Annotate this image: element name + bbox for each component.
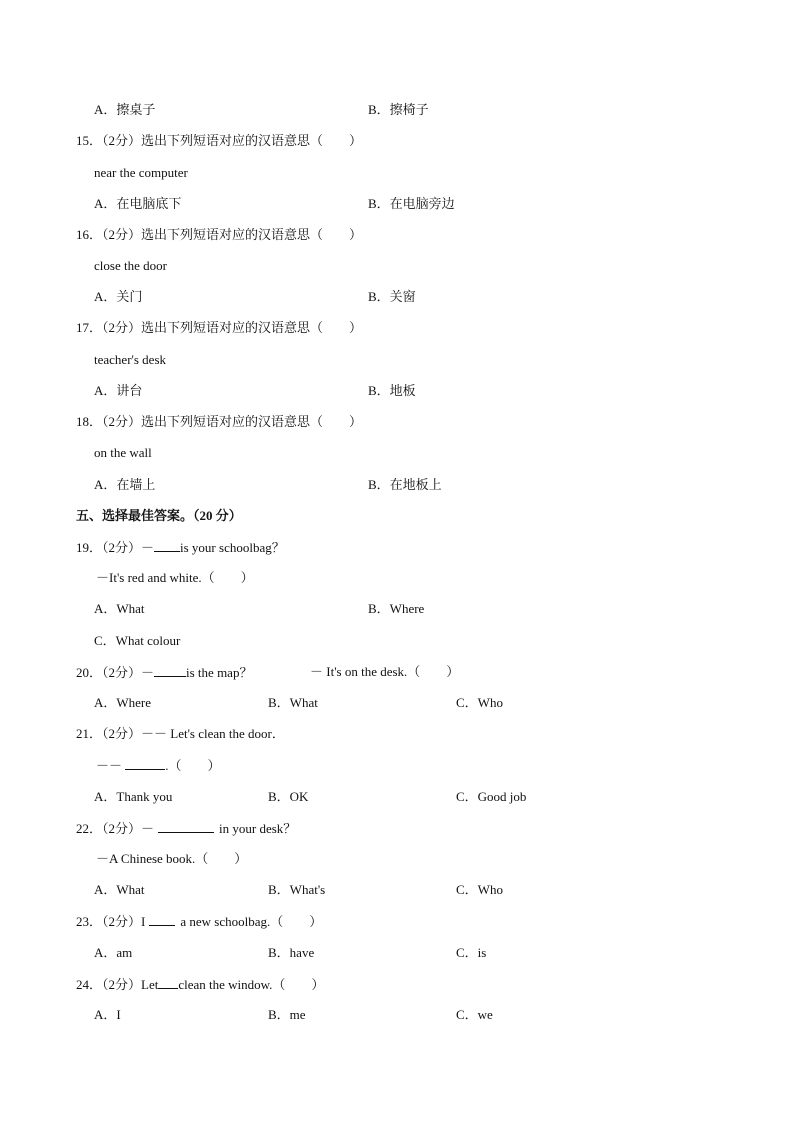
q22-stem-suffix: in your desk？	[219, 821, 297, 836]
q24-option-a[interactable]: A．I	[94, 1007, 121, 1022]
q14-option-a[interactable]: A．擦桌子	[94, 102, 156, 117]
q20-stem	[76, 664, 252, 681]
q20-answer-blank[interactable]	[154, 664, 186, 677]
q20-reply: － It's on the desk.（ ）	[310, 664, 460, 679]
q21-reply-suffix: .（ ）	[165, 758, 221, 773]
q23-option-b[interactable]: B．have	[268, 945, 315, 960]
q16-option-b[interactable]: B．关窗	[368, 289, 416, 304]
q19-stem-suffix: is your schoolbag？	[180, 540, 285, 555]
q23-stem-prefix: 23．（2分）I	[76, 914, 146, 929]
q22-option-b[interactable]: B．What's	[268, 882, 326, 897]
q23-option-a[interactable]: A．am	[94, 945, 133, 960]
q15-phrase: near the computer	[94, 165, 188, 180]
q17-phrase: teacher's desk	[94, 352, 167, 367]
q19-stem-prefix: 19．（2分）－	[76, 540, 155, 555]
q22-option-a[interactable]: A．What	[94, 882, 145, 897]
q21-option-b[interactable]: B．OK	[268, 789, 309, 804]
q14-option-b[interactable]: B．擦椅子	[368, 102, 429, 117]
q17-stem: 17．（2分）选出下列短语对应的汉语意思（ ）	[76, 320, 363, 335]
q21-answer-blank[interactable]	[125, 757, 165, 770]
q21-option-a[interactable]: A．Thank you	[94, 789, 173, 804]
q22-stem-prefix: 22．（2分）－	[76, 821, 155, 836]
q24-stem-prefix: 24．（2分）Let	[76, 977, 159, 992]
q21-reply	[96, 757, 221, 774]
q19-option-a[interactable]: A．What	[94, 601, 145, 616]
q24-stem-suffix: clean the window.（ ）	[178, 977, 325, 992]
q16-option-a[interactable]: A．关门	[94, 289, 143, 304]
q23-answer-blank[interactable]	[149, 913, 175, 926]
q18-option-b[interactable]: B．在地板上	[368, 477, 442, 492]
q18-stem: 18．（2分）选出下列短语对应的汉语意思（ ）	[76, 414, 363, 429]
q20-stem-suffix: is the map？	[186, 665, 253, 680]
q22-option-c[interactable]: C．Who	[456, 882, 503, 897]
q22-answer-blank[interactable]	[158, 820, 214, 833]
section-5-heading: 五、选择最佳答案。（20 分）	[76, 508, 242, 523]
q21-stem: 21．（2分）－－ Let's clean the door．	[76, 726, 285, 741]
q24-option-b[interactable]: B．me	[268, 1007, 306, 1022]
q23-stem-suffix: a new schoolbag.（ ）	[180, 914, 323, 929]
q21-option-c[interactable]: C．Good job	[456, 789, 527, 804]
q21-reply-prefix: －－	[96, 758, 123, 773]
q24-answer-blank[interactable]	[158, 976, 178, 989]
q18-phrase: on the wall	[94, 445, 152, 460]
q22-stem	[76, 820, 296, 837]
q24-stem	[76, 976, 324, 993]
q15-option-b[interactable]: B．在电脑旁边	[368, 196, 455, 211]
q17-option-b[interactable]: B．地板	[368, 383, 416, 398]
q20-option-c[interactable]: C．Who	[456, 695, 503, 710]
q20-stem-prefix: 20．（2分）－	[76, 665, 155, 680]
q19-stem	[76, 539, 285, 556]
q15-option-a[interactable]: A．在电脑底下	[94, 196, 182, 211]
q16-stem: 16．（2分）选出下列短语对应的汉语意思（ ）	[76, 227, 363, 242]
q19-answer-blank[interactable]	[154, 539, 180, 552]
q23-stem	[76, 913, 322, 930]
q15-stem: 15．（2分）选出下列短语对应的汉语意思（ ）	[76, 133, 363, 148]
q24-option-c[interactable]: C．we	[456, 1007, 493, 1022]
q20-option-b[interactable]: B．What	[268, 695, 318, 710]
q16-phrase: close the door	[94, 258, 167, 273]
q19-option-b[interactable]: B．Where	[368, 601, 425, 616]
q19-reply: －It's red and white.（ ）	[96, 570, 254, 585]
q23-option-c[interactable]: C．is	[456, 945, 487, 960]
q22-reply: －A Chinese book.（ ）	[96, 851, 248, 866]
q20-option-a[interactable]: A．Where	[94, 695, 152, 710]
q17-option-a[interactable]: A．讲台	[94, 383, 143, 398]
q18-option-a[interactable]: A．在墙上	[94, 477, 156, 492]
q19-option-c[interactable]: C．What colour	[94, 633, 181, 648]
